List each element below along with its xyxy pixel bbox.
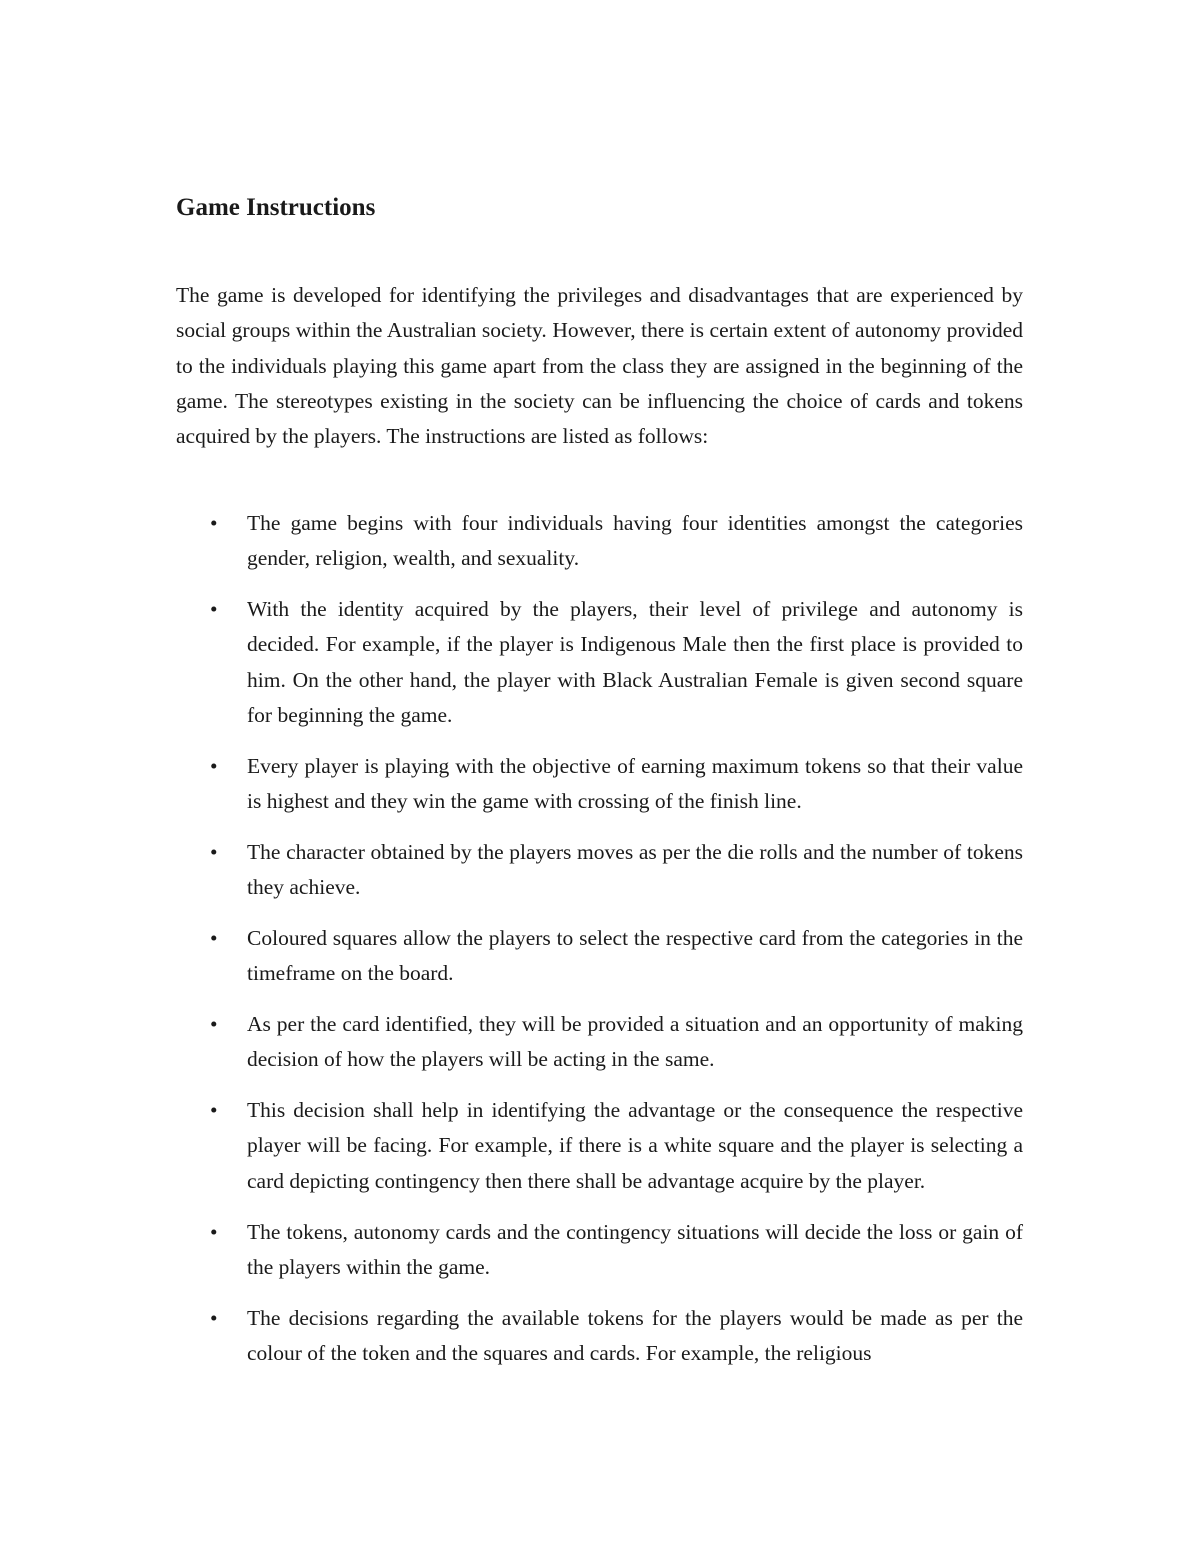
intro-paragraph: The game is developed for identifying the privileges and disadvantages that are experienced by social groups within the Australian society. However, there is certain extent of autonomy provided to the individuals playing this game apart from the class they are assigned in the beginning of the game. The stereotypes existing in the society can be influencing the choice of cards and tokens acquired by the players. The instructions are listed as follows: <box>176 283 1023 449</box>
list-item <box>0 921 1200 992</box>
bullet-icon: • <box>210 597 218 622</box>
list-item-text: The game begins with four individuals having four identities amongst the categories gender, religion, wealth, and sexuality. <box>247 511 1023 571</box>
bullet-icon: • <box>210 753 218 778</box>
list-item <box>0 1215 1200 1286</box>
list-item-text: The decisions regarding the available tokens for the players would be made as per the colour of the token and the squares and cards. For example, the religious <box>247 1305 1023 1365</box>
list-item-text: As per the card identified, they will be provided a situation and an opportunity of making decision of how the players will be acting in the same. <box>247 1012 1023 1072</box>
bullet-icon: • <box>210 511 218 535</box>
list-item-text: The character obtained by the players moves as per the die rolls and the number of tokens they achieve. <box>247 839 1023 900</box>
list-item-text: Every player is playing with the objective of earning maximum tokens so that their value is highest and they win the game with crossing of the finish line. <box>247 753 1023 814</box>
instructions-list <box>0 506 1200 1387</box>
bullet-icon: • <box>210 925 218 950</box>
bullet-icon: • <box>210 1012 218 1037</box>
list-item-text: With the identity acquired by the players, their level of privilege and autonomy is decided. For example, if the player is Indigenous Male then the first place is provided to him. On the other hand, the player with Black Australian Female is given second square for beginning the game. <box>247 597 1023 727</box>
bullet-icon: • <box>210 1219 218 1244</box>
list-item <box>0 592 1200 733</box>
list-item-text: This decision shall help in identifying the advantage or the consequence the respective player will be facing. For example, if there is a white square and the player is selecting a card depicting contingency then there shall be advantage acquire by the player. <box>247 1098 1023 1193</box>
list-item <box>0 835 1200 906</box>
list-item-text: The tokens, autonomy cards and the contingency situations will decide the loss or gain of the players within the game. <box>247 1219 1023 1279</box>
bullet-icon: • <box>210 839 218 864</box>
list-item <box>0 506 1200 577</box>
list-item <box>0 1007 1200 1078</box>
page-title: Game Instructions <box>176 194 376 221</box>
bullet-icon: • <box>210 1305 218 1330</box>
list-item-text: Coloured squares allow the players to select the respective card from the categories in the timeframe on the board. <box>247 925 1023 986</box>
list-item <box>0 1093 1200 1199</box>
bullet-icon: • <box>210 1098 218 1123</box>
list-item <box>0 1301 1200 1372</box>
list-item <box>0 749 1200 820</box>
